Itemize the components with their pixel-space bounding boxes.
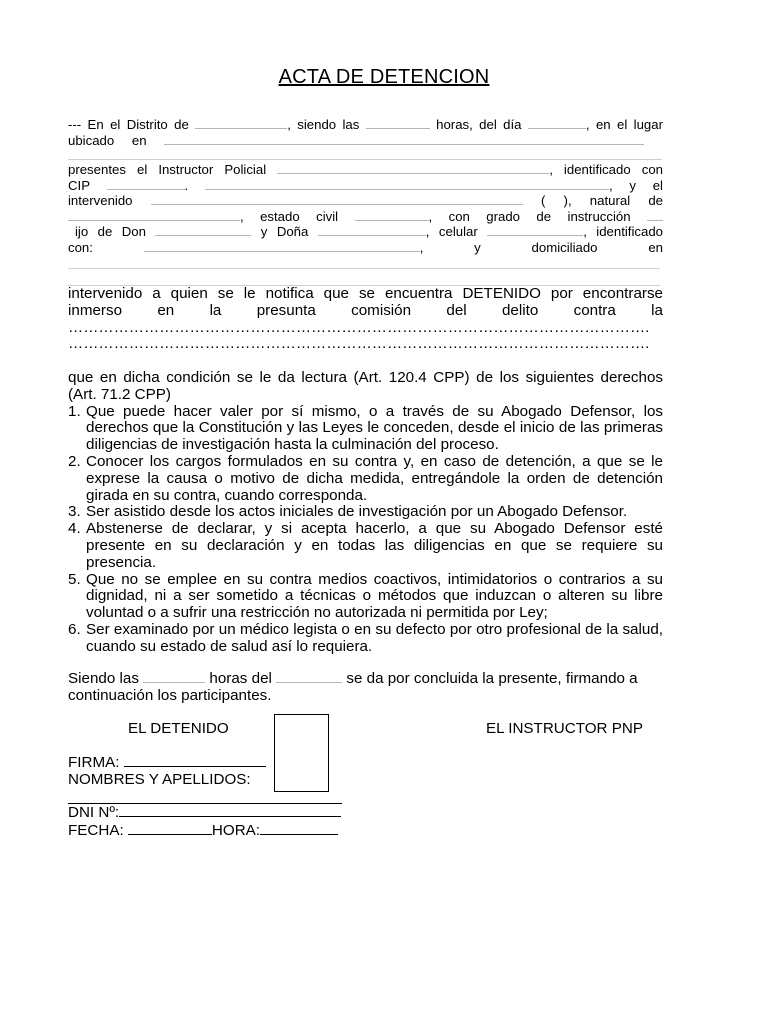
right-item xyxy=(68,454,663,504)
text: y Doña xyxy=(260,224,309,240)
dotted-line-2[interactable]: ……………………………………………………………………………………………………. xyxy=(68,336,650,353)
header-block-2 xyxy=(68,162,663,256)
text: del xyxy=(446,301,467,319)
text: presentes el Instructor Policial xyxy=(68,162,267,177)
text: ubicado xyxy=(68,132,115,148)
right-text: Ser examinado por un médico legista o en su defecto por otro profesional de la salud, cuando su estado de salud así lo requiera. xyxy=(86,620,663,655)
right-text: Que puede hacer valer por sí mismo, o a través de su Abogado Defensor, los derechos que la Constitución y las Leyes le conceden, desde el inicio de las primeras diligencias de investigación hasta la culminación del proceso. xyxy=(86,402,663,454)
text: domiciliado xyxy=(531,239,598,255)
text: delito xyxy=(501,301,539,319)
text: , celular xyxy=(425,224,478,240)
signature-fields xyxy=(68,754,358,789)
text: la xyxy=(651,301,663,319)
dni-field[interactable] xyxy=(119,804,341,817)
text: horas del xyxy=(209,670,272,687)
right-item xyxy=(68,404,663,454)
right-item xyxy=(68,521,663,571)
right-number: 6. xyxy=(68,620,81,638)
text: , con grado de instrucción xyxy=(428,208,631,224)
phone-field[interactable] xyxy=(487,225,583,236)
closing-line-1 xyxy=(68,671,663,688)
time-field[interactable] xyxy=(366,118,430,129)
fecha-row xyxy=(68,822,358,840)
text: , identificado xyxy=(583,224,663,240)
intervenido-line-1: intervenido a quien se le notifica que se encuentra DETENIDO por encontrarse xyxy=(68,285,663,302)
education-field[interactable] xyxy=(647,210,663,221)
rights-list xyxy=(68,404,663,656)
text: la xyxy=(209,301,222,319)
label-el-detenido: EL DETENIDO xyxy=(128,720,229,737)
location-line-2[interactable] xyxy=(68,159,662,160)
text: y xyxy=(474,239,481,255)
id-field[interactable] xyxy=(144,241,420,252)
closing-date-field[interactable] xyxy=(276,672,342,683)
header-line-3 xyxy=(68,162,663,178)
right-item xyxy=(68,572,663,622)
father-field[interactable] xyxy=(155,225,251,236)
text: DNI Nº: xyxy=(68,804,120,821)
dni-row xyxy=(68,804,358,822)
instructor-field[interactable] xyxy=(277,163,549,174)
right-text: Que no se emplee en su contra medios coactivos, intimidatorios o contrarios a su dignidad, ni a ser sometido a técnicas o métodos que induzcan o alteren su libre voluntad o a sufrir una restricción no autorizada ni permitida por Ley; xyxy=(86,570,663,622)
text: con: xyxy=(68,239,93,255)
text: presunta xyxy=(256,301,316,319)
text: Siendo las xyxy=(68,670,139,687)
right-number: 3. xyxy=(68,503,81,521)
right-item xyxy=(68,622,663,656)
text: ( ), natural de xyxy=(540,193,664,209)
header-line-1 xyxy=(68,117,663,133)
text: FIRMA: xyxy=(68,754,124,771)
text: , y el xyxy=(608,177,663,193)
header-block xyxy=(68,117,663,148)
firma-row xyxy=(68,754,358,772)
text: en xyxy=(157,301,175,319)
rights-section xyxy=(68,370,663,656)
district-field[interactable] xyxy=(195,118,287,129)
right-number: 5. xyxy=(68,570,81,588)
text: , xyxy=(419,239,424,255)
natural-field[interactable] xyxy=(68,210,240,221)
header-line-4 xyxy=(68,178,663,194)
right-text: Ser asistido desde los actos iniciales de investigación por un Abogado Defensor. xyxy=(86,503,628,521)
intervenido-paragraph xyxy=(68,286,663,353)
text: , en el lugar xyxy=(585,117,663,132)
text: comisión xyxy=(351,301,412,319)
header-line-6 xyxy=(68,209,663,225)
dni-fecha-fields xyxy=(68,804,358,840)
document-title: ACTA DE DETENCION xyxy=(278,66,490,88)
rights-intro: que en dicha condición se le da lectura (Art. 120.4 CPP) de los siguientes derechos (Art. 71.2 CPP) xyxy=(68,369,663,403)
right-text: Conocer los cargos formulados en su contra y, en caso de detención, a que se le exprese la causa o motivo de dicha medida, entregándole la orden de detención girada en su contra, cuando corresponda. xyxy=(86,452,663,504)
nombres-row: NOMBRES Y APELLIDOS: xyxy=(68,770,251,788)
intervenido-line-2 xyxy=(68,303,663,320)
text: inmerso xyxy=(68,301,123,319)
label-el-instructor: EL INSTRUCTOR PNP xyxy=(486,720,643,737)
intervenido-field[interactable] xyxy=(151,194,523,205)
text: --- En el Distrito de xyxy=(68,117,189,132)
closing-paragraph xyxy=(68,671,663,705)
header-line-5 xyxy=(68,193,663,209)
mother-field[interactable] xyxy=(318,225,426,236)
civil-status-field[interactable] xyxy=(355,210,429,221)
closing-hour-field[interactable] xyxy=(143,672,205,683)
fecha-field[interactable] xyxy=(128,822,212,835)
text: HORA: xyxy=(211,821,261,839)
text: se da por concluida la presente, firmando a xyxy=(346,670,638,687)
right-text: Abstenerse de declarar, y si acepta hacerlo, a que su Abogado Defensor esté presente en su declaración y en todas las diligencias en que se requiere su presencia. xyxy=(86,520,663,571)
day-field[interactable] xyxy=(528,118,586,129)
text: ijo de Don xyxy=(75,224,146,240)
header-line-8 xyxy=(68,240,663,256)
address-line-1[interactable] xyxy=(68,268,660,269)
text: contra xyxy=(573,301,616,319)
hora-field[interactable] xyxy=(260,822,338,835)
right-item xyxy=(68,504,663,521)
text: , estado civil xyxy=(240,208,339,224)
header-line-2 xyxy=(68,133,663,149)
text: CIP xyxy=(68,177,90,193)
text: FECHA: xyxy=(68,821,128,839)
text: en xyxy=(131,132,147,148)
header-line-7 xyxy=(68,224,663,240)
text: . xyxy=(184,177,189,193)
right-number: 4. xyxy=(68,520,81,538)
right-number: 1. xyxy=(68,402,81,420)
dotted-line-1[interactable]: ……………………………………………………………………………………………………. xyxy=(68,319,650,336)
cip-field[interactable] xyxy=(107,179,185,190)
closing-line-2: continuación los participantes. xyxy=(68,686,272,704)
text: en xyxy=(648,239,663,255)
text: horas, del día xyxy=(436,117,522,132)
text: , identificado con xyxy=(549,162,663,177)
instructor-name-field[interactable] xyxy=(205,179,609,190)
firma-field[interactable] xyxy=(124,754,266,767)
location-field[interactable] xyxy=(164,134,644,145)
text: intervenido xyxy=(68,193,133,209)
text: , siendo las xyxy=(287,117,360,132)
right-number: 2. xyxy=(68,452,81,470)
